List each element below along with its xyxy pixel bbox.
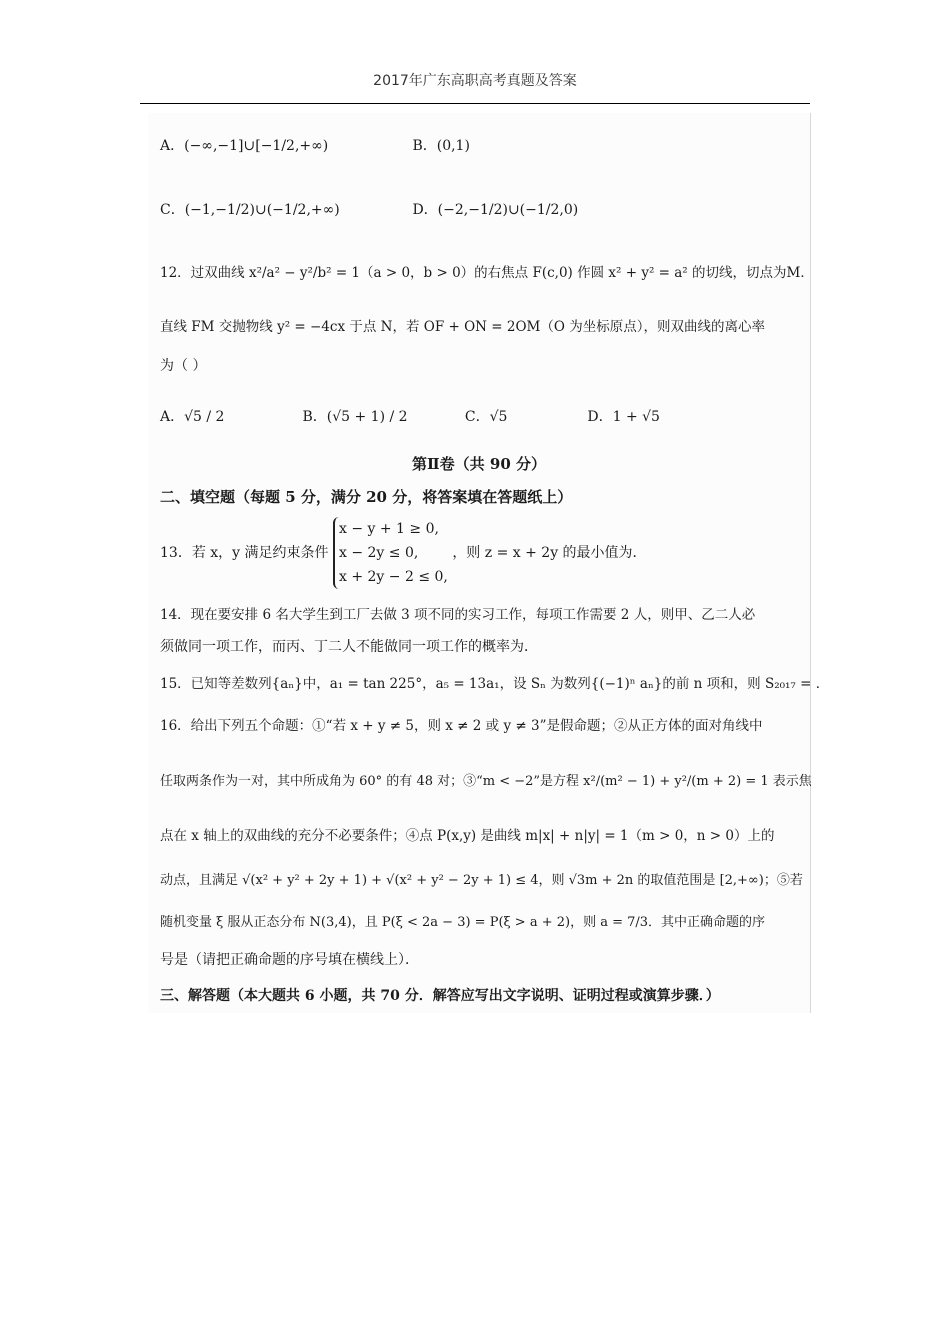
q16-line-1: 16．给出下列五个命题：①“若 x + y ≠ 5，则 x ≠ 2 或 y ≠ 3”是假命题；②从正方体的面对角线中 — [160, 718, 763, 734]
q16-line-3: 点在 x 轴上的双曲线的充分不必要条件；④点 P(x,y) 是曲线 m|x| + n|y| = 1（m > 0，n > 0）上的 — [160, 828, 775, 844]
q11-options-row-1 — [160, 135, 518, 155]
q12-line-2: 直线 FM 交抛物线 y² = −4cx 于点 N，若 OF + ON = 2OM（O 为坐标原点），则双曲线的离心率 — [160, 319, 765, 335]
q13-constraint-2: x − 2y ≤ 0, — [338, 545, 419, 561]
q14-line-2: 须做同一项工作，而丙、丁二人不能做同一项工作的概率为． — [160, 639, 538, 655]
q12-option-d: D．1 + √5 — [587, 409, 660, 425]
q16-line-2: 任取两条作为一对，其中所成角为 60° 的有 48 对；③“m < −2”是方程 x²/(m² − 1) + y²/(m + 2) = 1 表示焦 — [160, 774, 812, 789]
q13 — [160, 517, 647, 589]
q15-line-1: 15．已知等差数列{aₙ}中，a₁ = tan 225°，a₅ = 13a₁，设 Sₙ 为数列{(−1)ⁿ aₙ}的前 n 项和，则 S₂₀₁₇ = ． — [160, 676, 830, 692]
q13-constraint-1: x − y + 1 ≥ 0, — [338, 521, 439, 537]
q16-line-5: 随机变量 ξ 服从正态分布 N(3,4)，且 P(ξ < 2a − 3) = P(ξ > a + 2)，则 a = 7/3．其中正确命题的序 — [160, 915, 766, 930]
q11-option-d: D．(−2,−1/2)∪(−1/2,0) — [412, 202, 579, 218]
q11-option-c: C．(−1,−1/2)∪(−1/2,+∞) — [160, 202, 340, 218]
q13-prefix: 13．若 x，y 满足约束条件 — [160, 545, 329, 561]
q12-line-3: 为（ ） — [160, 358, 207, 374]
q14-line-1: 14．现在要安排 6 名大学生到工厂去做 3 项不同的实习工作，每项工作需要 2 人，则甲、乙二人必 — [160, 607, 756, 623]
q13-constraint-3: x + 2y − 2 ≤ 0, — [338, 569, 448, 585]
part-2-title: 第Ⅱ卷（共 90 分） — [412, 455, 546, 473]
page-header-title: 2017年广东高职高考真题及答案 — [373, 73, 577, 89]
q12-line-1: 12．过双曲线 x²/a² − y²/b² = 1（a > 0，b > 0）的右焦点 F(c,0) 作圆 x² + y² = a² 的切线，切点为M． — [160, 265, 814, 281]
q13-constraint-system — [333, 517, 448, 589]
header-divider — [140, 103, 810, 104]
q13-suffix: ，则 z = x + 2y 的最小值为． — [452, 545, 647, 561]
q12-options-row — [160, 406, 708, 426]
q11-option-a: A．(−∞,−1]∪[−1/2,+∞) — [160, 138, 329, 154]
fill-in-section-heading: 二、填空题（每题 5 分，满分 20 分，将答案填在答题纸上） — [160, 488, 573, 506]
scanned-exam-image — [148, 113, 830, 1013]
q11-option-b: B．(0,1) — [412, 138, 470, 154]
solution-section-heading: 三、解答题（本大题共 6 小题，共 70 分．解答应写出文字说明、证明过程或演算步骤．） — [160, 988, 720, 1004]
q12-option-a: A．√5 / 2 — [160, 409, 225, 425]
q12-option-b: B．(√5 + 1) / 2 — [302, 409, 408, 425]
q11-options-row-2 — [160, 199, 626, 219]
q16-line-4: 动点，且满足 √(x² + y² + 2y + 1) + √(x² + y² − 2y + 1) ≤ 4，则 √3m + 2n 的取值范围是 [2,+∞)；⑤若 — [160, 873, 803, 888]
q16-line-6: 号是（请把正确命题的序号填在横线上）． — [160, 952, 419, 968]
q12-option-c: C．√5 — [464, 409, 508, 425]
